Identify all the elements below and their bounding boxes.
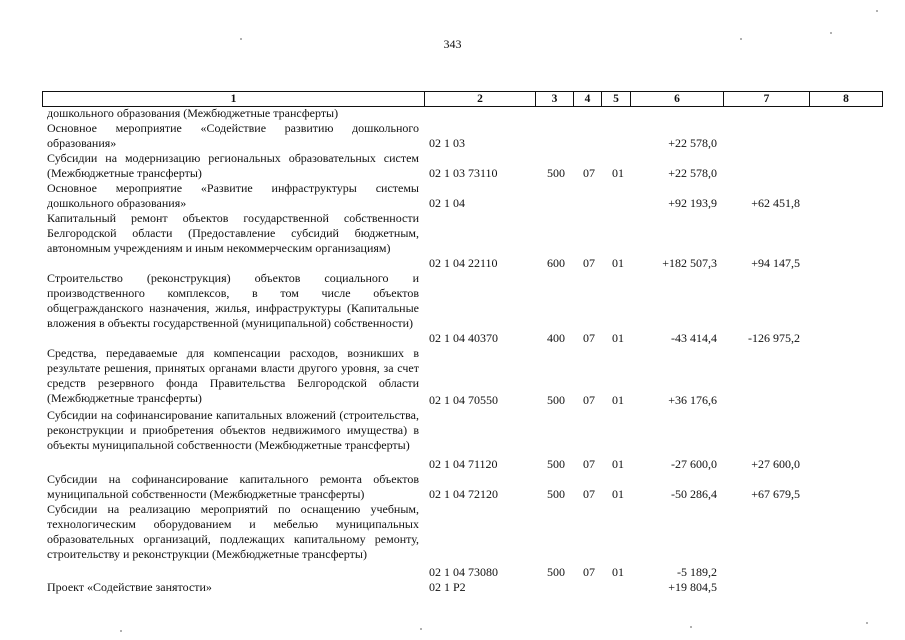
header-col-2: 2: [425, 92, 536, 107]
budget-table-body: [0, 106, 905, 595]
row-section: 07: [583, 331, 595, 345]
header-col-4: 4: [574, 92, 602, 107]
row-expense-type: 500: [547, 565, 565, 579]
row-section: 07: [583, 565, 595, 579]
page-number: 343: [443, 37, 462, 51]
row-expense-type: 400: [547, 331, 565, 345]
table-row: [0, 502, 905, 580]
scan-speck: [866, 622, 868, 624]
row-expense-type: 500: [547, 487, 565, 501]
row-amount-col7: +27 600,0: [751, 457, 800, 471]
row-code: 02 1 04 40370: [429, 331, 498, 345]
table-row: [0, 211, 905, 271]
row-section: 07: [583, 393, 595, 407]
row-code: 02 1 04: [429, 196, 465, 210]
row-description: Капитальный ремонт объектов государственной собственности Белгородской области (Предоставление субсидий бюджетным, автономным учреждениям и иным некоммерческим организациям): [47, 211, 419, 255]
row-description: Основное мероприятие «Развитие инфраструктуры системы дошкольного образования»: [47, 181, 419, 210]
scan-speck: [240, 38, 242, 40]
table-row: [0, 408, 905, 472]
table-row: [0, 472, 905, 502]
row-expense-type: 600: [547, 256, 565, 270]
row-amount-col6: -5 189,2: [677, 565, 717, 579]
column-header-table: [42, 91, 883, 107]
row-amount-col7: -126 975,2: [748, 331, 800, 345]
row-code: 02 1 03: [429, 136, 465, 150]
row-code: 02 1 03 73110: [429, 166, 498, 180]
row-code: 02 1 04 22110: [429, 256, 498, 270]
row-section: 07: [583, 166, 595, 180]
header-col-6: 6: [631, 92, 724, 107]
row-section: 07: [583, 457, 595, 471]
row-section: 07: [583, 487, 595, 501]
row-subsection: 01: [612, 331, 624, 345]
scan-speck: [120, 630, 122, 632]
table-row: [0, 121, 905, 151]
table-row: [0, 346, 905, 408]
row-expense-type: 500: [547, 393, 565, 407]
table-row: [0, 181, 905, 211]
row-description: Проект «Содействие занятости»: [47, 580, 212, 594]
row-description: Субсидии на модернизацию региональных образовательных систем (Межбюджетные трансферты): [47, 151, 419, 180]
row-amount-col6: +19 804,5: [668, 580, 717, 594]
scan-speck: [830, 32, 832, 34]
row-code: 02 1 Р2: [429, 580, 466, 594]
row-description: Строительство (реконструкция) объектов социального и производственного комплексов, в том числе объектов общегражданского назначения, жилья, инфраструктуры (Капитальные вложения в объекты государственной (муниципальной) собственности): [47, 271, 419, 330]
row-description: Субсидии на софинансирование капитальных вложений (строительства, реконструкции и приобретения объектов недвижимого имущества) в объекты муниципальной собственности (Межбюджетные трансферты): [47, 408, 419, 452]
row-subsection: 01: [612, 457, 624, 471]
header-col-7: 7: [724, 92, 810, 107]
row-amount-col6: -50 286,4: [671, 487, 717, 501]
scan-speck: [740, 38, 742, 40]
header-col-1: 1: [43, 92, 425, 107]
row-code: 02 1 04 71120: [429, 457, 498, 471]
row-description: Субсидии на софинансирование капитального ремонта объектов муниципальной собственности (Межбюджетные трансферты): [47, 472, 419, 501]
row-section: 07: [583, 256, 595, 270]
row-amount-col6: -43 414,4: [671, 331, 717, 345]
row-subsection: 01: [612, 565, 624, 579]
row-code: 02 1 04 73080: [429, 565, 498, 579]
row-description: Субсидии на реализацию мероприятий по оснащению учебным, технологическим оборудованием и мебелью муниципальных образовательных организаций, подлежащих капитальному ремонту, строительству и реконструкции (Межбюджетные трансферты): [47, 502, 419, 561]
header-col-5: 5: [602, 92, 631, 107]
header-col-8: 8: [810, 92, 883, 107]
header-col-3: 3: [536, 92, 574, 107]
row-description: дошкольного образования (Межбюджетные трансферты): [47, 106, 339, 120]
table-row: [0, 151, 905, 181]
row-expense-type: 500: [547, 457, 565, 471]
row-code: 02 1 04 70550: [429, 393, 498, 407]
table-row: [0, 106, 905, 121]
row-subsection: 01: [612, 487, 624, 501]
row-amount-col7: +62 451,8: [751, 196, 800, 210]
row-subsection: 01: [612, 393, 624, 407]
row-amount-col6: +92 193,9: [668, 196, 717, 210]
row-amount-col6: +36 176,6: [668, 393, 717, 407]
table-row: [0, 580, 905, 595]
row-description: Основное мероприятие «Содействие развитию дошкольного образования»: [47, 121, 419, 150]
row-description: Средства, передаваемые для компенсации расходов, возникших в результате решения, принятых органами власти другого уровня, за счет средств резервного фонда Правительства Белгородской области (Межбюджетные трансферты): [47, 346, 419, 405]
table-row: [0, 271, 905, 346]
row-amount-col7: +67 679,5: [751, 487, 800, 501]
scan-speck: [690, 626, 692, 628]
row-expense-type: 500: [547, 166, 565, 180]
scan-speck: [876, 10, 878, 12]
row-amount-col7: +94 147,5: [751, 256, 800, 270]
scan-speck: [420, 628, 422, 630]
row-amount-col6: +22 578,0: [668, 136, 717, 150]
row-code: 02 1 04 72120: [429, 487, 498, 501]
row-subsection: 01: [612, 256, 624, 270]
header-row: [43, 92, 883, 107]
row-amount-col6: -27 600,0: [671, 457, 717, 471]
row-amount-col6: +22 578,0: [668, 166, 717, 180]
row-amount-col6: +182 507,3: [662, 256, 717, 270]
row-subsection: 01: [612, 166, 624, 180]
